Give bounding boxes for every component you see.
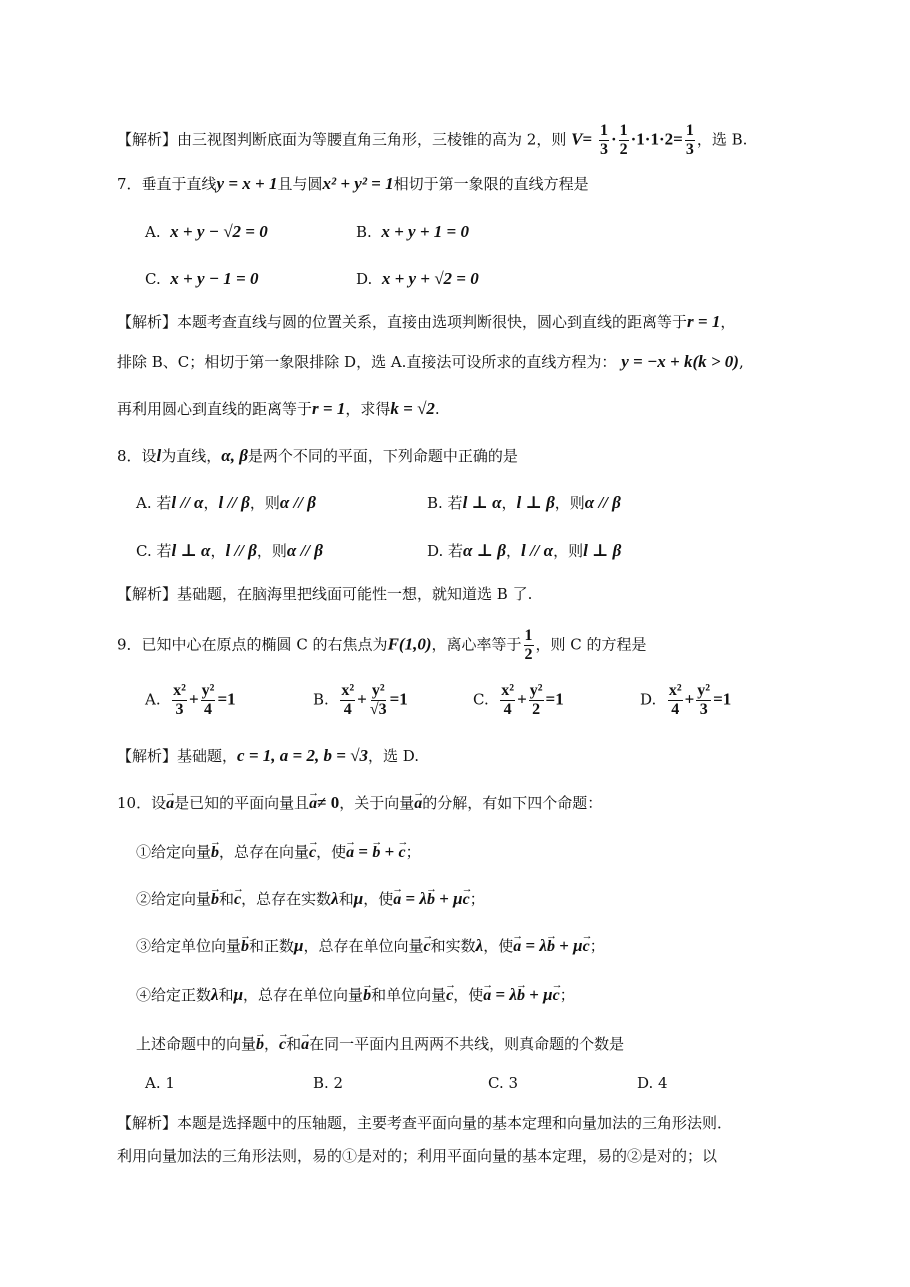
fraction: $\frac{1}{2}$: [524, 627, 533, 663]
q9-option-b: B. $\frac{\text{x²}}{4}$ + $\frac{\text{y²}}{√3}$ =1: [313, 682, 408, 718]
q10-option-a: A. 1: [145, 1074, 175, 1092]
q9-option-d: D. $\frac{\text{x²}}{4}$ + $\frac{\text{y²}}{3}$ =1: [640, 682, 732, 718]
fraction: $\frac{1}{3}$: [599, 122, 608, 158]
analysis-label: 【解析】: [117, 585, 178, 603]
q7-stem: 7．垂直于直线y = x + 1且与圆x² + y² = 1相切于第一象限的直线方程是: [117, 174, 589, 193]
fraction: $\frac{1}{3}$: [685, 122, 694, 158]
q10-stem: 10．设→ a是已知的平面向量且→ a≠ 0，关于向量→ a的分解，有如下四个命题：: [117, 793, 602, 814]
q10-analysis-line1: 【解析】本题是选择题中的压轴题，主要考查平面向量的基本定理和向量加法的三角形法则．: [117, 1114, 733, 1132]
q10-proposition-2: ②给定向量→ b和→ c，总存在实数λ和μ，使→ a = λ→ b + μ→ c；: [136, 889, 485, 910]
fraction: $\frac{1}{2}$: [619, 122, 628, 158]
analysis-label: 【解析】: [117, 313, 178, 331]
q9-option-c: C. $\frac{\text{x²}}{4}$ + $\frac{\text{y²}}{2}$ =1: [473, 682, 564, 718]
q7-option-c: C. x + y − 1 = 0: [145, 269, 259, 288]
q8-option-a: A. 若l // α，l // β，则α // β: [136, 493, 316, 512]
q7-analysis-line3: 再利用圆心到直线的距离等于r = 1，求得k = √2.: [117, 399, 440, 418]
q7-option-b: B. x + y + 1 = 0: [356, 222, 469, 241]
q7-analysis-line1: 【解析】本题考查直线与圆的位置关系，直接由选项判断很快，圆心到直线的距离等于r = 1，: [117, 312, 736, 331]
q9-stem: 9．已知中心在原点的椭圆 C 的右焦点为F(1,0)，离心率等于 $\frac{1}{2}$ ，则 C 的方程是: [117, 627, 647, 663]
q6-analysis: 【解析】由三视图判断底面为等腰直角三角形，三棱锥的高为 2，则 V= $\frac{1}{3}$ · $\frac{1}{2}$ ·1·1·2= $\frac{1}{3}$ ，选 B.: [117, 122, 748, 158]
analysis-label: 【解析】: [117, 747, 178, 765]
q10-proposition-4: ④给定正数λ和μ，总存在单位向量→ b和单位向量→ c，使→ a = λ→ b + μ→ c；: [136, 985, 575, 1006]
q8-option-b: B. 若l ⊥ α，l ⊥ β，则α // β: [427, 493, 621, 512]
q10-option-d: D. 4: [637, 1074, 668, 1092]
q10-proposition-1: ①给定向量→ b，总存在向量→ c，使→ a = → b + → c；: [136, 842, 421, 863]
q8-option-d: D. 若α ⊥ β，l // α，则l ⊥ β: [427, 541, 622, 560]
analysis-label: 【解析】: [117, 1114, 178, 1132]
q7-analysis-line2: 排除 B、C；相切于第一象限排除 D，选 A.直接法可设所求的直线方程为： y = −x + k(k > 0),: [117, 352, 744, 371]
q8-option-c: C. 若l ⊥ α，l // β，则α // β: [136, 541, 323, 560]
q10-option-b: B. 2: [313, 1074, 344, 1092]
q8-analysis: 【解析】基础题，在脑海里把线面可能性一想，就知道选 B 了.: [117, 585, 533, 603]
q7-option-d: D. x + y + √2 = 0: [356, 269, 479, 288]
analysis-label: 【解析】: [117, 130, 178, 149]
q10-option-c: C. 3: [488, 1074, 519, 1092]
q10-proposition-3: ③给定单位向量→ b和正数μ，总存在单位向量→ c和实数λ，使→ a = λ→ b + μ→ c；: [136, 936, 605, 957]
q8-stem: 8．设l为直线，α, β是两个不同的平面，下列命题中正确的是: [117, 446, 518, 465]
q9-analysis: 【解析】基础题，c = 1, a = 2, b = √3，选 D.: [117, 746, 419, 765]
q10-summary: 上述命题中的向量→ b，→ c和→ a在同一平面内且两两不共线，则真命题的个数是: [136, 1034, 624, 1055]
q10-analysis-line2: 利用向量加法的三角形法则，易的①是对的；利用平面向量的基本定理，易的②是对的；以: [117, 1147, 718, 1165]
q9-option-a: A. $\frac{\text{x²}}{3}$ + $\frac{\text{y²}}{4}$ =1: [145, 682, 236, 718]
q7-option-a: A. x + y − √2 = 0: [145, 222, 268, 241]
